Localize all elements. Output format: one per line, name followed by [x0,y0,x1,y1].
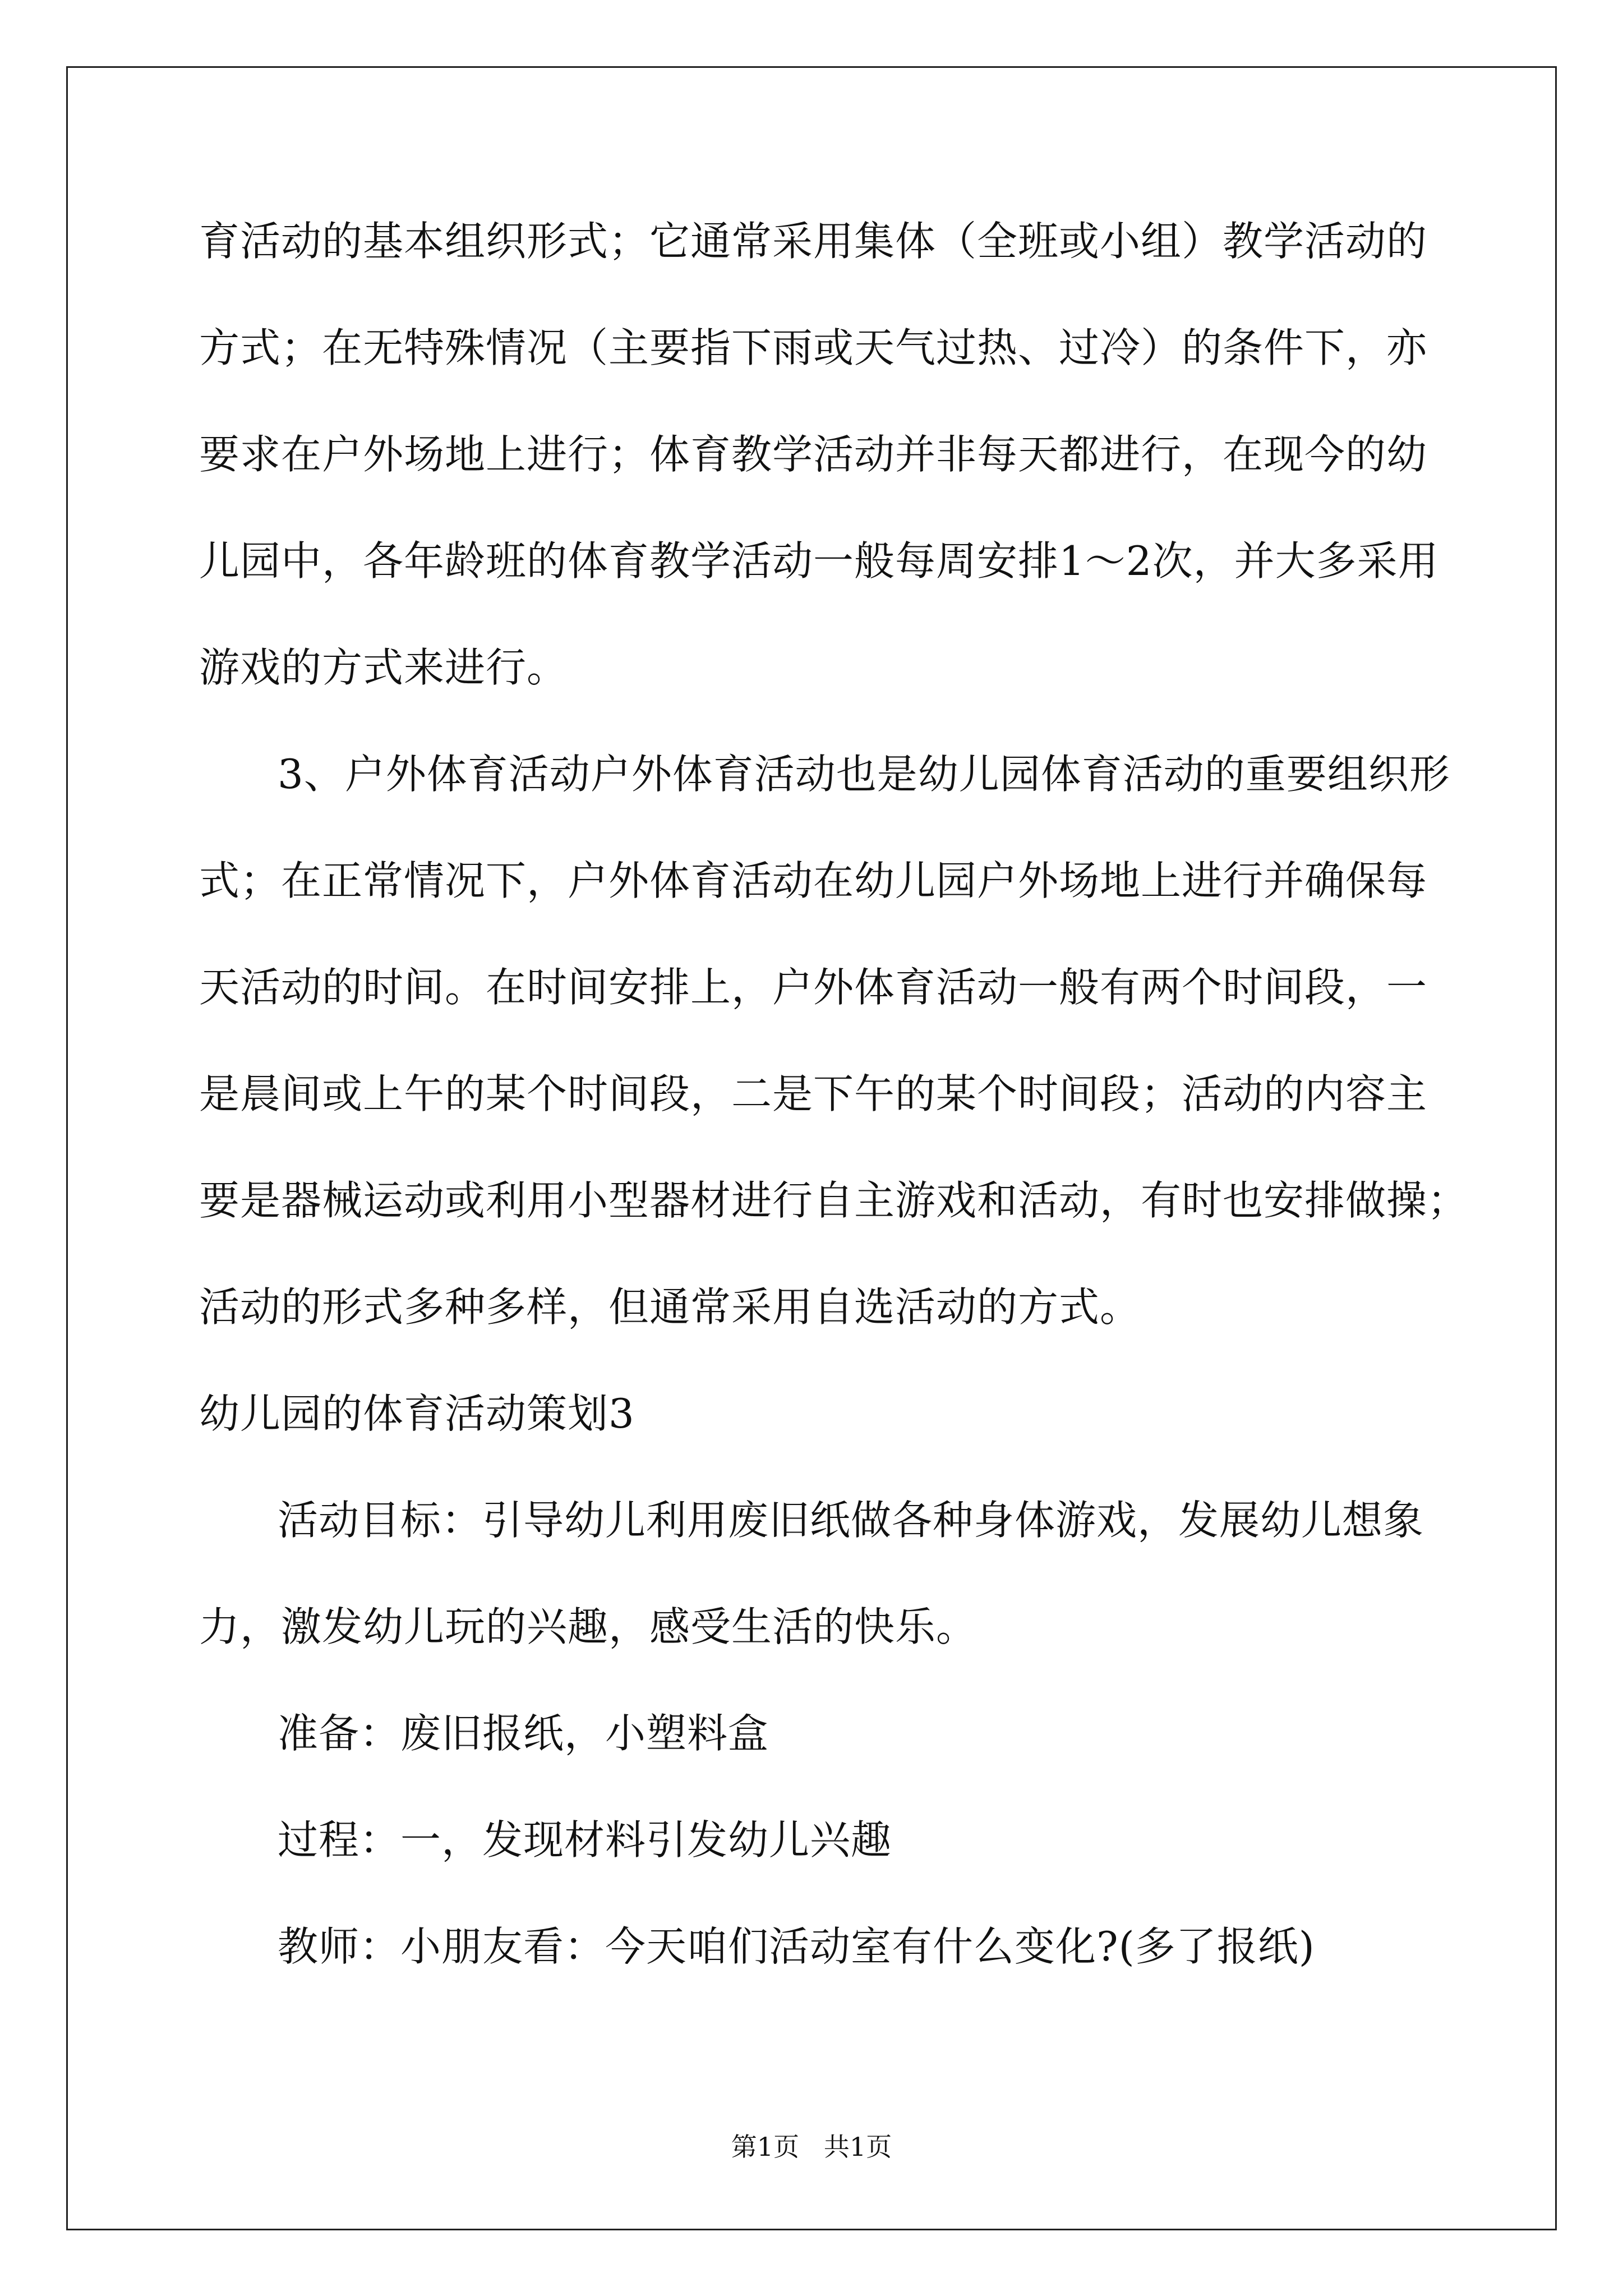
text-line: 是晨间或上午的某个时间段，二是下午的某个时间段；活动的内容主 [199,1070,1428,1117]
paragraph-first-line: 教师：小朋友看：今天咱们活动室有什么变化?(多了报纸) [278,1923,1315,1970]
text-line: 游戏的方式来进行。 [199,644,568,691]
text-line: 要是器械运动或利用小型器材进行自主游戏和活动，有时也安排做操； [199,1177,1469,1224]
page-number: 第1页 共1页 [731,2132,892,2162]
paragraph-first-line: 准备：废旧报纸，小塑料盒 [278,1710,769,1757]
page-border [66,66,1557,2230]
paragraph-first-line: 3、户外体育活动户外体育活动也是幼儿园体育活动的重要组织形 [278,751,1450,798]
page-footer [0,2130,1623,2164]
text-line: 要求在户外场地上进行；体育教学活动并非每天都进行，在现今的幼 [199,431,1428,478]
text-line: 方式；在无特殊情况（主要指下雨或天气过热、过冷）的条件下，亦 [199,324,1428,371]
text-line: 式；在正常情况下，户外体育活动在幼儿园户外场地上进行并确保每 [199,857,1428,904]
text-line: 天活动的时间。在时间安排上，户外体育活动一般有两个时间段，一 [199,964,1428,1011]
section-heading: 幼儿园的体育活动策划3 [199,1390,635,1437]
text-line: 活动的形式多种多样，但通常采用自选活动的方式。 [199,1283,1141,1331]
text-line: 力，激发幼儿玩的兴趣，感受生活的快乐。 [199,1603,978,1650]
text-line: 儿园中，各年龄班的体育教学活动一般每周安排1～2次，并大多采用 [199,537,1439,585]
paragraph-first-line: 活动目标：引导幼儿利用废旧纸做各种身体游戏，发展幼儿想象 [278,1497,1424,1544]
text-line: 育活动的基本组织形式；它通常采用集体（全班或小组）教学活动的 [199,218,1428,265]
paragraph-first-line: 过程：一，发现材料引发幼儿兴趣 [278,1816,892,1864]
